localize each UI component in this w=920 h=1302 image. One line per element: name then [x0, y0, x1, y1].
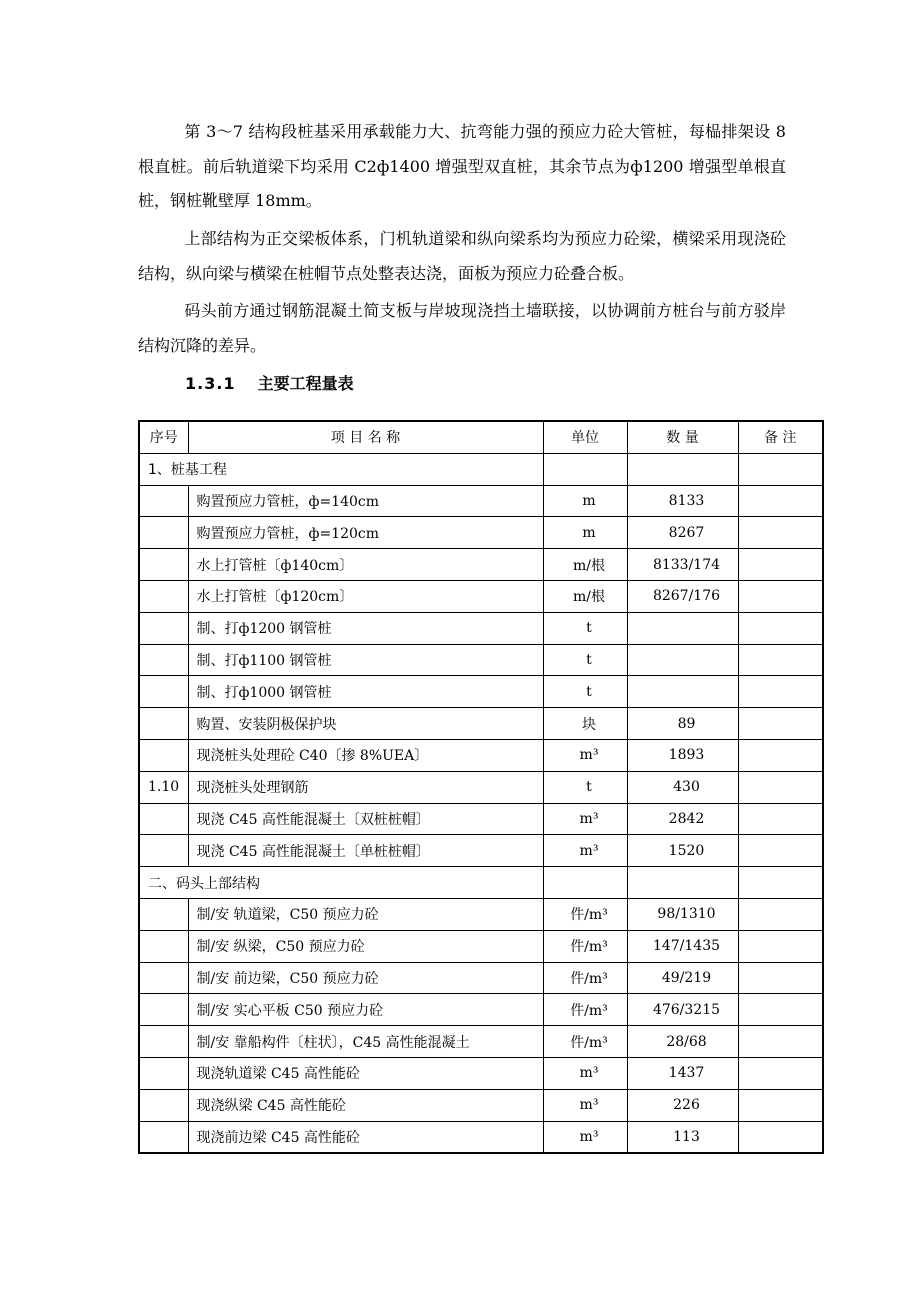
- empty-cell: [738, 453, 823, 485]
- seq-cell: [139, 612, 188, 644]
- table-row: [139, 962, 823, 994]
- note-cell: [738, 1057, 823, 1089]
- quantity-cell: 2842: [627, 803, 738, 835]
- item-name-cell: 现浇轨道梁 C45 高性能砼: [188, 1057, 543, 1089]
- unit-cell: m³: [543, 1121, 627, 1153]
- item-name-cell: 制/安 轨道梁，C50 预应力砼: [188, 898, 543, 930]
- quantity-cell: 98/1310: [627, 898, 738, 930]
- paragraph-superstructure: 上部结构为正交梁板体系，门机轨道梁和纵向梁系均为预应力砼梁，横梁采用现浇砼结构，纵向梁与横梁在桩帽节点处整表达浇，面板为预应力砼叠合板。: [138, 229, 786, 283]
- quantity-cell: 147/1435: [627, 930, 738, 962]
- note-cell: [738, 485, 823, 517]
- table-row: [139, 1089, 823, 1121]
- seq-cell: [139, 930, 188, 962]
- table-row: [139, 771, 823, 803]
- header-unit: 单位: [543, 421, 627, 453]
- unit-cell: 件/m³: [543, 930, 627, 962]
- seq-cell: [139, 1026, 188, 1058]
- table-row: [139, 580, 823, 612]
- unit-cell: m: [543, 485, 627, 517]
- unit-cell: 件/m³: [543, 898, 627, 930]
- item-name-cell: 购置预应力管桩，ф=120cm: [188, 517, 543, 549]
- note-cell: [738, 676, 823, 708]
- note-cell: [738, 771, 823, 803]
- note-cell: [738, 549, 823, 581]
- item-name-cell: 现浇前边梁 C45 高性能砼: [188, 1121, 543, 1153]
- item-name-cell: 制、打ф1200 钢管桩: [188, 612, 543, 644]
- table-row: [139, 1057, 823, 1089]
- item-name-cell: 现浇桩头处理砼 C40〔掺 8%UEA〕: [188, 739, 543, 771]
- table-row: [139, 708, 823, 740]
- item-name-cell: 水上打管桩〔ф120cm〕: [188, 580, 543, 612]
- quantity-cell: 1893: [627, 739, 738, 771]
- unit-cell: m³: [543, 1089, 627, 1121]
- unit-cell: m³: [543, 739, 627, 771]
- note-cell: [738, 517, 823, 549]
- seq-cell: [139, 739, 188, 771]
- seq-cell: [139, 708, 188, 740]
- seq-cell: [139, 803, 188, 835]
- item-name-cell: 现浇桩头处理钢筋: [188, 771, 543, 803]
- unit-cell: m³: [543, 803, 627, 835]
- note-cell: [738, 612, 823, 644]
- seq-cell: [139, 962, 188, 994]
- note-cell: [738, 644, 823, 676]
- section-title-cell: 1、桩基工程: [139, 453, 543, 485]
- paragraph-connection: 码头前方通过钢筋混凝土简支板与岸坡现浇挡土墙联接，以协调前方桩台与前方驳岸结构沉降的差异。: [138, 301, 786, 355]
- quantity-cell: 8133/174: [627, 549, 738, 581]
- section-title-cell: 二、码头上部结构: [139, 867, 543, 899]
- item-name-cell: 制/安 靠船构件〔柱状〕，C45 高性能混凝土: [188, 1026, 543, 1058]
- quantity-table: [138, 420, 824, 1154]
- unit-cell: t: [543, 676, 627, 708]
- section-number: 1.3.1: [185, 374, 236, 393]
- unit-cell: m: [543, 517, 627, 549]
- empty-cell: [627, 867, 738, 899]
- table-row: [139, 612, 823, 644]
- table-body: [139, 453, 823, 1153]
- quantity-cell: 430: [627, 771, 738, 803]
- quantity-cell: [627, 644, 738, 676]
- unit-cell: t: [543, 771, 627, 803]
- table-row: [139, 549, 823, 581]
- item-name-cell: 现浇 C45 高性能混凝土〔双桩桩帽〕: [188, 803, 543, 835]
- table-header-row: [139, 421, 823, 453]
- seq-cell: [139, 676, 188, 708]
- item-name-cell: 水上打管桩〔ф140cm〕: [188, 549, 543, 581]
- quantity-cell: 113: [627, 1121, 738, 1153]
- note-cell: [738, 739, 823, 771]
- quantity-cell: 1520: [627, 835, 738, 867]
- seq-cell: [139, 994, 188, 1026]
- header-note: 备 注: [738, 421, 823, 453]
- quantity-cell: 476/3215: [627, 994, 738, 1026]
- table-row: [139, 994, 823, 1026]
- quantity-cell: 49/219: [627, 962, 738, 994]
- unit-cell: 件/m³: [543, 962, 627, 994]
- empty-cell: [627, 453, 738, 485]
- quantity-cell: 226: [627, 1089, 738, 1121]
- item-name-cell: 制/安 实心平板 C50 预应力砼: [188, 994, 543, 1026]
- header-qty: 数 量: [627, 421, 738, 453]
- quantity-cell: 89: [627, 708, 738, 740]
- section-title: 主要工程量表: [257, 374, 354, 393]
- item-name-cell: 制/安 纵梁，C50 预应力砼: [188, 930, 543, 962]
- quantity-cell: [627, 612, 738, 644]
- quantity-cell: 1437: [627, 1057, 738, 1089]
- seq-cell: [139, 517, 188, 549]
- table-row: [139, 739, 823, 771]
- unit-cell: t: [543, 612, 627, 644]
- paragraph-pile-foundation: 第 3～7 结构段桩基采用承载能力大、抗弯能力强的预应力砼大管桩，每榀排架设 8 根直桩。前后轨道梁下均采用 C2ф1400 增强型双直桩，其余节点为ф1200 增强型单根直桩，钢桩靴壁厚 18mm。: [138, 122, 786, 210]
- header-seq: 序号: [139, 421, 188, 453]
- table-row: [139, 898, 823, 930]
- note-cell: [738, 835, 823, 867]
- unit-cell: t: [543, 644, 627, 676]
- table-row: [139, 517, 823, 549]
- note-cell: [738, 803, 823, 835]
- note-cell: [738, 898, 823, 930]
- item-name-cell: 现浇 C45 高性能混凝土〔单桩桩帽〕: [188, 835, 543, 867]
- note-cell: [738, 994, 823, 1026]
- note-cell: [738, 1121, 823, 1153]
- seq-cell: [139, 898, 188, 930]
- seq-cell: [139, 1121, 188, 1153]
- table-row: [139, 644, 823, 676]
- item-name-cell: 购置、安装阴极保护块: [188, 708, 543, 740]
- quantity-cell: 8133: [627, 485, 738, 517]
- note-cell: [738, 580, 823, 612]
- seq-cell: [139, 1057, 188, 1089]
- item-name-cell: 制/安 前边梁，C50 预应力砼: [188, 962, 543, 994]
- seq-cell: [139, 580, 188, 612]
- seq-cell: 1.10: [139, 771, 188, 803]
- quantity-cell: 8267/176: [627, 580, 738, 612]
- empty-cell: [738, 867, 823, 899]
- quantity-cell: 28/68: [627, 1026, 738, 1058]
- note-cell: [738, 930, 823, 962]
- unit-cell: m³: [543, 835, 627, 867]
- note-cell: [738, 1026, 823, 1058]
- item-name-cell: 制、打ф1100 钢管桩: [188, 644, 543, 676]
- item-name-cell: 制、打ф1000 钢管桩: [188, 676, 543, 708]
- unit-cell: m³: [543, 1057, 627, 1089]
- table-row: [139, 930, 823, 962]
- seq-cell: [139, 485, 188, 517]
- table-row: [139, 803, 823, 835]
- seq-cell: [139, 835, 188, 867]
- quantity-cell: 8267: [627, 517, 738, 549]
- section-row: [139, 867, 823, 899]
- empty-cell: [543, 453, 627, 485]
- item-name-cell: 现浇纵梁 C45 高性能砼: [188, 1089, 543, 1121]
- unit-cell: 件/m³: [543, 994, 627, 1026]
- section-row: [139, 453, 823, 485]
- quantity-cell: [627, 676, 738, 708]
- note-cell: [738, 708, 823, 740]
- item-name-cell: 购置预应力管桩，ф=140cm: [188, 485, 543, 517]
- table-row: [139, 835, 823, 867]
- seq-cell: [139, 1089, 188, 1121]
- unit-cell: m/根: [543, 549, 627, 581]
- table-row: [139, 676, 823, 708]
- table-row: [139, 1026, 823, 1058]
- header-name: 项 目 名 称: [188, 421, 543, 453]
- empty-cell: [543, 867, 627, 899]
- seq-cell: [139, 644, 188, 676]
- table-row: [139, 485, 823, 517]
- unit-cell: 块: [543, 708, 627, 740]
- table-row: [139, 1121, 823, 1153]
- seq-cell: [139, 549, 188, 581]
- note-cell: [738, 962, 823, 994]
- section-heading: [185, 367, 354, 401]
- unit-cell: m/根: [543, 580, 627, 612]
- unit-cell: 件/m³: [543, 1026, 627, 1058]
- note-cell: [738, 1089, 823, 1121]
